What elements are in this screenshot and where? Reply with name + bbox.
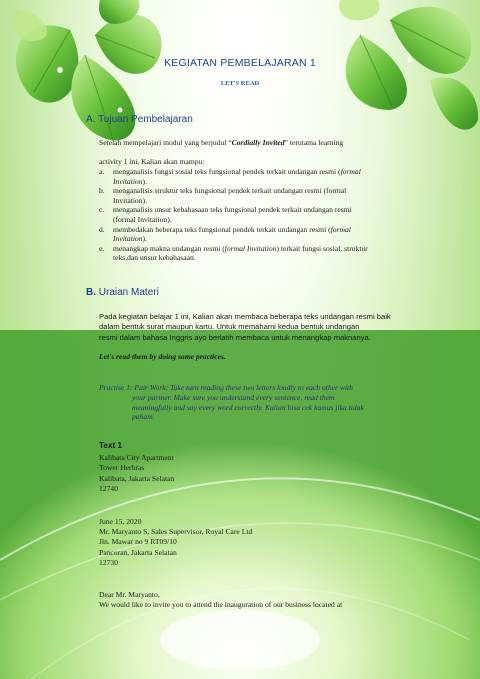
section-a-heading bbox=[86, 114, 193, 125]
section-b-title: Uraian Materi bbox=[98, 287, 159, 298]
section-a-letter: A. bbox=[86, 114, 96, 125]
lets-read-prompt: Let's read them by doing some practices. bbox=[99, 352, 226, 361]
letter-body: We would like to invite you to attend the inauguration of our business located at bbox=[99, 600, 343, 609]
section-a-title: Tujuan Pembelajaran bbox=[98, 114, 193, 125]
page-subtitle: LET'S READ bbox=[220, 80, 260, 87]
sender-address: Kalibata City Apartment Tower Herbras Kalibata, Jakarta Selatan 12740 bbox=[99, 453, 175, 494]
letter-date: June 15, 2020 bbox=[99, 517, 142, 526]
section-a-intro bbox=[99, 138, 399, 148]
objectives-list bbox=[99, 167, 399, 263]
letter-salutation: Dear Mr. Maryanto, bbox=[99, 590, 160, 599]
section-b-paragraph: Pada kegiatan belajar 1 ini, Kalian akan membaca beberapa teks undangan resmi baik dalam bentuk surat maupun kartu. Untuk memahami kedua bentuk undangan resmi dalam bahasa Inggris ayo berlatih membaca untuk menangkap maknanya. bbox=[99, 312, 391, 342]
section-a-intro-line2: activity 1 ini, Kalian akan mampu: bbox=[99, 157, 205, 166]
intro-text: Setelah mempelajari modul yang berjudul “ bbox=[99, 138, 232, 147]
list-item: d. membedakan beberapa teks fungsional pendek terkait undangan resmi (formal Invitation). bbox=[99, 224, 351, 244]
list-item: a. menganalisis fungsi sosial teks fungsional pendek terkait undangan resmi (formal Invitation). bbox=[99, 167, 361, 186]
section-b-letter: B. bbox=[86, 287, 96, 298]
list-item: c. menganalisis unsur kebahasaan teks fungsional pendek terkait undangan resmi (formal Invitation). bbox=[99, 205, 352, 224]
list-item: b. menganalisis struktur teks fungsional pendek terkait undangan resmi (formal Invitation). bbox=[99, 186, 347, 205]
page-title: KEGIATAN PEMBELAJARAN 1 bbox=[164, 57, 316, 69]
list-item: e. menangkap makna undangan resmi (formal Invitation) terkait fungsi sosial, struktur teks,dan unsur kebahasaan. bbox=[99, 243, 368, 263]
text1-heading: Text 1 bbox=[99, 441, 123, 450]
section-b-heading bbox=[86, 287, 159, 298]
intro-text-end: ” terutama learning bbox=[284, 138, 344, 147]
recipient-address: Mr. Maryanto S, Sales Supervisor, Royal Care Ltd Jln. Mawar no 9 RT09/10 Pancoran, Jakarta Selatan 12730 bbox=[99, 527, 253, 568]
module-title: Cordially Invited bbox=[231, 138, 285, 147]
practice-instructions: Practise 1: Pair Work: Take turn reading these two letters loudly to each other with your partner. Make sure you understand every sentence, read them meaningfully and say every word correctly. Kalian bisa cek kamus jika tidak paham. bbox=[99, 383, 364, 422]
